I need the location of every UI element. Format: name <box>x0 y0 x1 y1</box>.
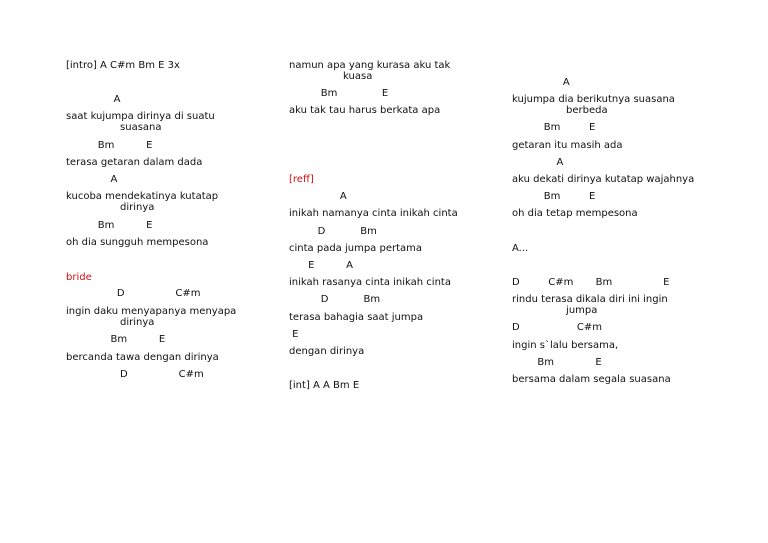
lyric-line: dengan dirinya <box>289 346 365 357</box>
lyric-line: ingin daku menyapanya menyapa <box>66 306 237 317</box>
chord-line: D C#m <box>66 369 204 380</box>
lyric-line: namun apa yang kurasa aku tak <box>289 60 451 71</box>
chord-line: A <box>289 191 347 202</box>
lyric-line: kujumpa dia berikutnya suasana <box>512 94 675 105</box>
chord-line: A <box>66 174 118 185</box>
lyric-line: getaran itu masih ada <box>512 140 623 151</box>
lyric-line: terasa getaran dalam dada <box>66 157 203 168</box>
lyric-line: dirinya <box>66 317 155 328</box>
lyric-line: kucoba mendekatinya kutatap <box>66 191 219 202</box>
lyric-line: saat kujumpa dirinya di suatu <box>66 111 215 122</box>
lyric-line: berbeda <box>512 105 608 116</box>
section-label: bride <box>66 272 92 283</box>
lyric-line: oh dia tetap mempesona <box>512 208 638 219</box>
chord-line: A <box>66 94 121 105</box>
chord-line: Bm E <box>512 191 596 202</box>
lyric-line: bersama dalam segala suasana <box>512 374 671 385</box>
chord-line: E <box>289 329 299 340</box>
lyric-line: [intro] A C#m Bm E 3x <box>66 60 180 71</box>
lyric-line: terasa bahagia saat jumpa <box>289 312 424 323</box>
chord-line: E A <box>289 260 354 271</box>
chord-line: Bm E <box>512 122 596 133</box>
chord-line: D Bm <box>289 226 377 237</box>
chord-line: D Bm <box>289 294 381 305</box>
lyric-line: A... <box>512 243 529 254</box>
chord-line: D C#m <box>66 288 201 299</box>
column-3 <box>512 0 742 543</box>
section-label: [reff] <box>289 174 314 185</box>
lyric-line: inikah rasanya cinta inikah cinta <box>289 277 451 288</box>
lyric-line: bercanda tawa dengan dirinya <box>66 352 219 363</box>
column-1 <box>66 0 296 543</box>
lyric-line: cinta pada jumpa pertama <box>289 243 423 254</box>
lyric-line: aku dekati dirinya kutatap wajahnya <box>512 174 695 185</box>
lyric-line: rindu terasa dikala diri ini ingin <box>512 294 668 305</box>
lyric-line: dirinya <box>66 202 155 213</box>
chord-line: Bm E <box>66 334 166 345</box>
lyric-line: ingin s`lalu bersama, <box>512 340 619 351</box>
lyric-line: [int] A A Bm E <box>289 380 360 391</box>
chord-line: Bm E <box>66 140 153 151</box>
chord-line: Bm E <box>512 357 602 368</box>
lyric-line: inikah namanya cinta inikah cinta <box>289 208 458 219</box>
column-2 <box>289 0 519 543</box>
chord-line: D C#m <box>512 322 603 333</box>
lyric-line: oh dia sungguh mempesona <box>66 237 209 248</box>
lyric-line: jumpa <box>512 305 598 316</box>
chord-line: Bm E <box>289 88 389 99</box>
lyric-line: aku tak tau harus berkata apa <box>289 105 441 116</box>
chord-line: A <box>512 77 570 88</box>
chord-line: Bm E <box>66 220 153 231</box>
chord-line: A <box>512 157 564 168</box>
lyric-line: kuasa <box>289 71 373 82</box>
chord-line: D C#m Bm E <box>512 277 670 288</box>
lyric-line: suasana <box>66 122 162 133</box>
